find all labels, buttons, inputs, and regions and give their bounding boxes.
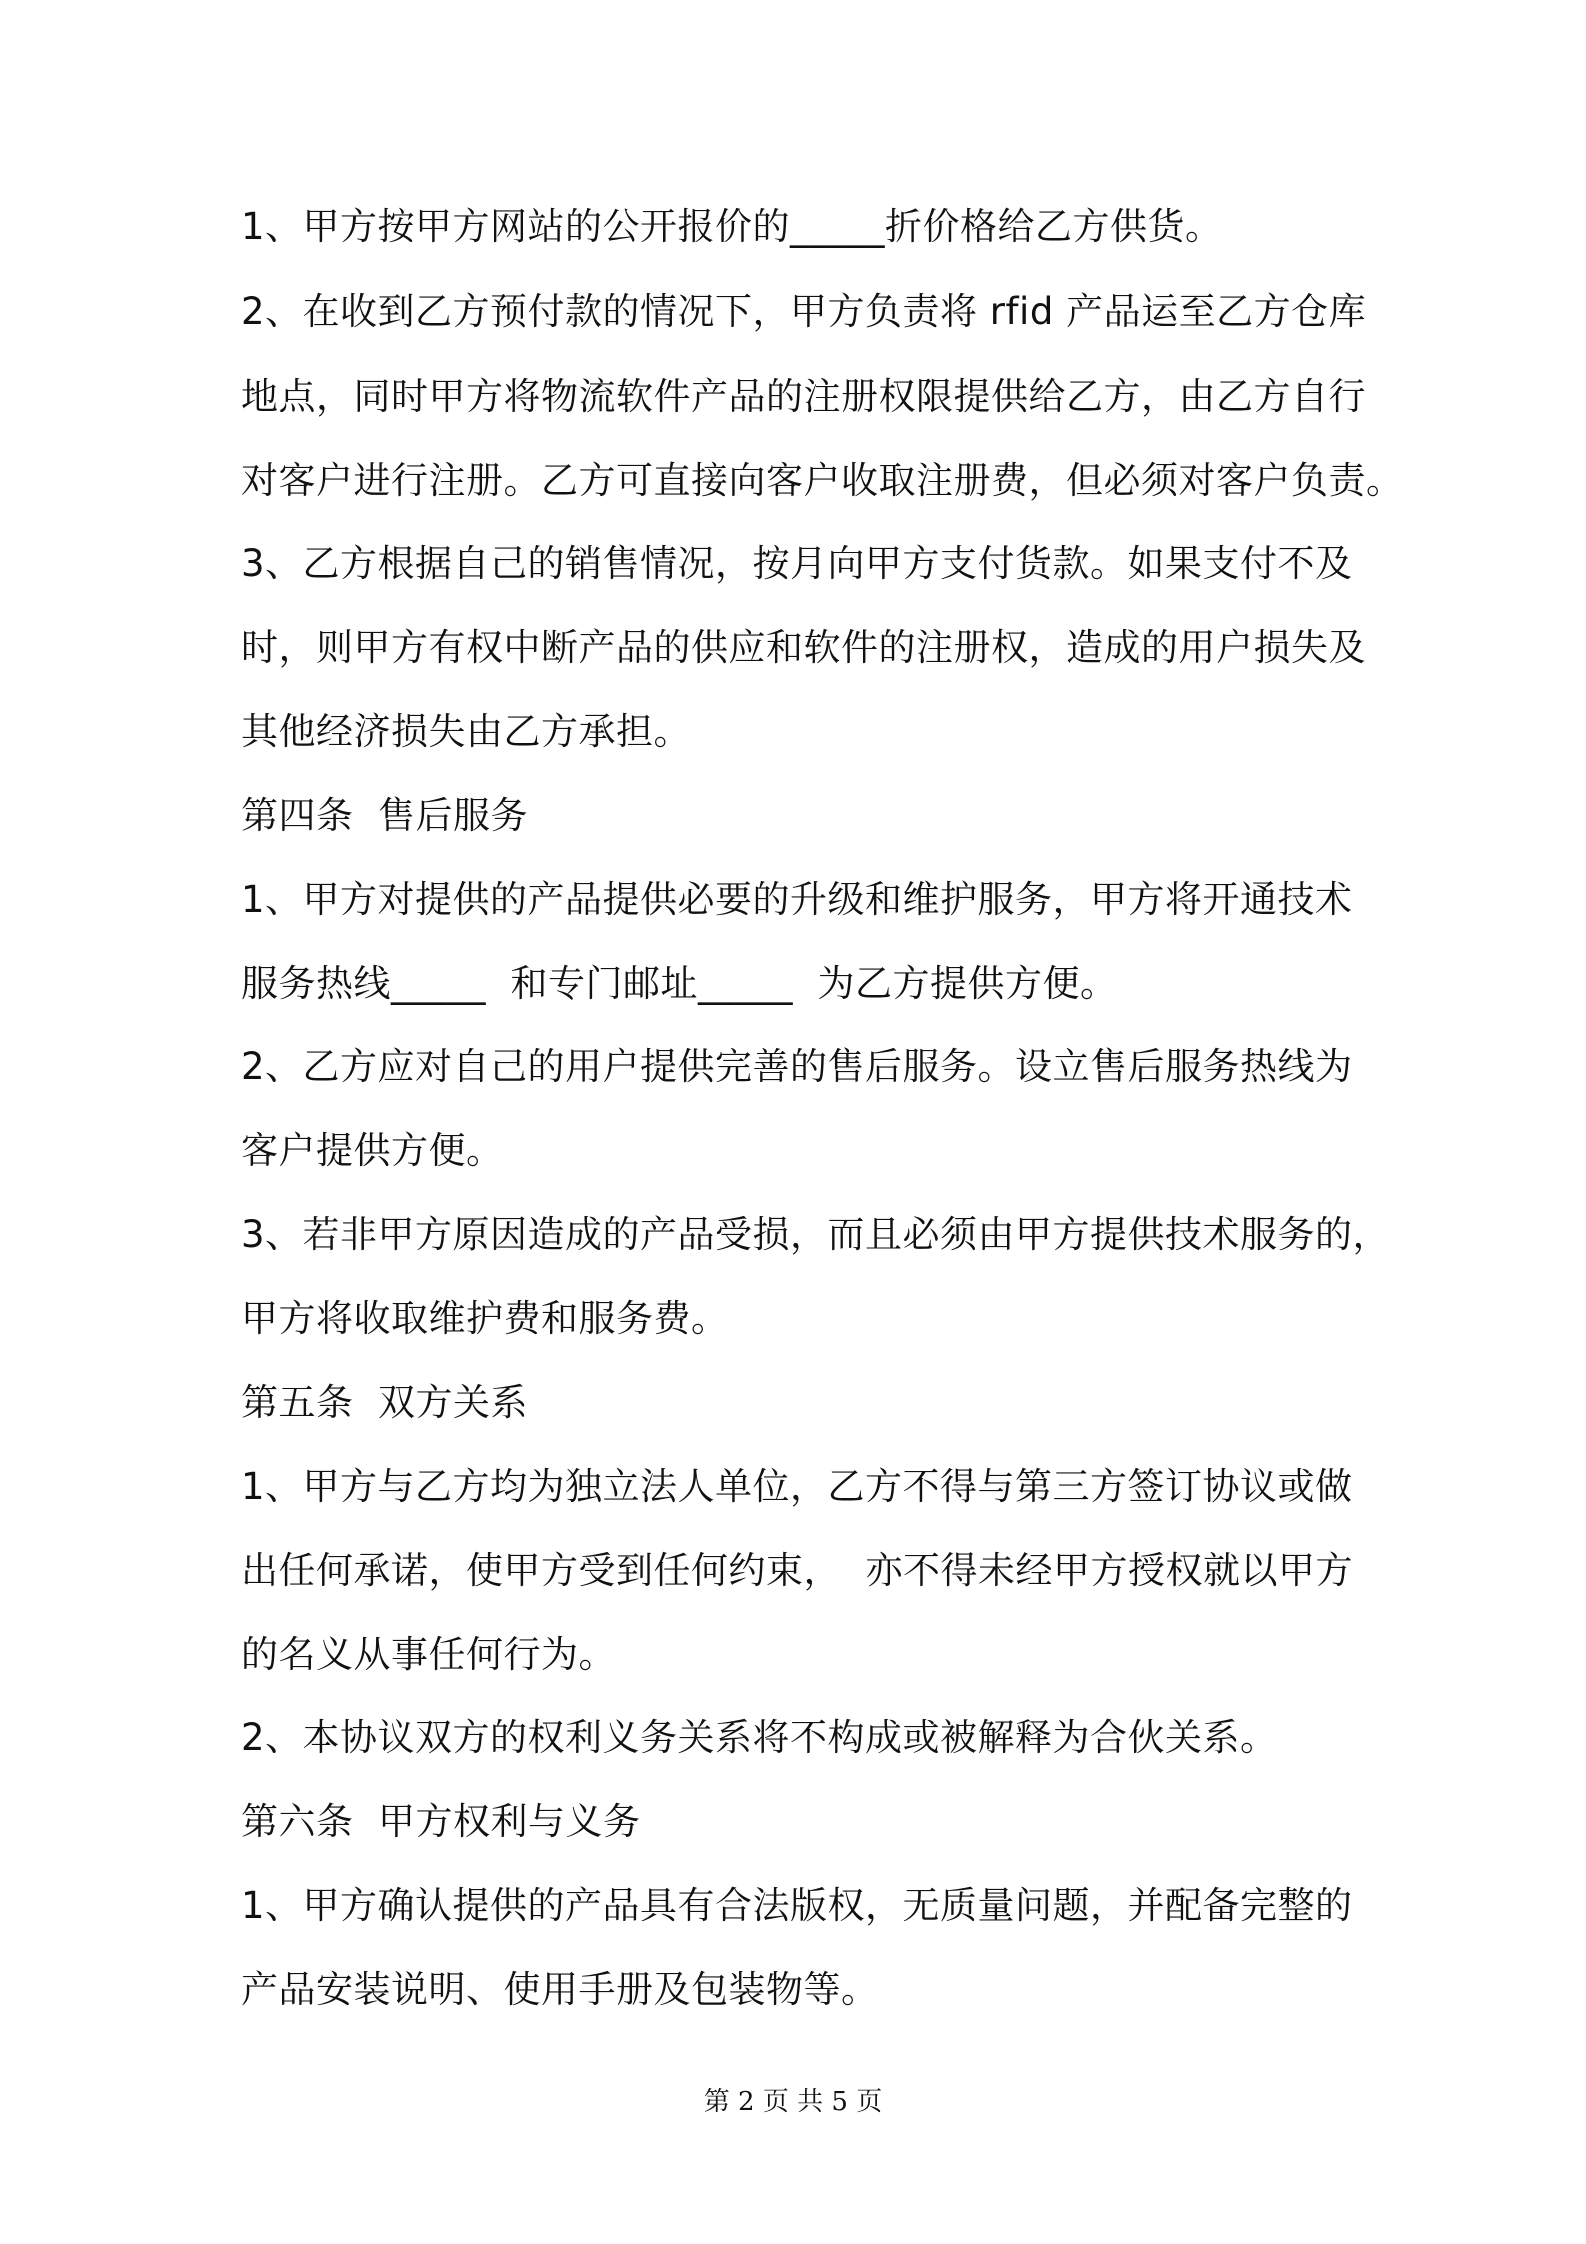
- article-4-clause-3-line-2: 甲方将收取维护费和服务费。: [241, 1297, 729, 1340]
- article-6-clause-1-line-1: 1、甲方确认提供的产品具有合法版权，无质量问题，并配备完整的: [241, 1884, 1353, 1927]
- clause-3-line-1: 3、乙方根据自己的销售情况，按月向甲方支付货款。如果支付不及: [241, 542, 1353, 585]
- article-4-clause-2-line-1: 2、乙方应对自己的用户提供完善的售后服务。设立售后服务热线为: [241, 1045, 1353, 1088]
- article-5-clause-1-line-2: 出任何承诺，使甲方受到任何约束， 亦不得未经甲方授权就以甲方: [241, 1549, 1354, 1592]
- article-5-clause-1-line-3: 的名义从事任何行为。: [241, 1633, 616, 1676]
- clause-1-line-1: 1、甲方按甲方网站的公开报价的_____折价格给乙方供货。: [241, 205, 1223, 248]
- article-4-heading: 第四条 售后服务: [241, 794, 529, 837]
- clause-2-line-1: 2、在收到乙方预付款的情况下，甲方负责将 rfid 产品运至乙方仓库: [241, 290, 1367, 333]
- article-4-clause-3-line-1: 3、若非甲方原因造成的产品受损，而且必须由甲方提供技术服务的，: [241, 1213, 1391, 1256]
- article-4-clause-2-line-2: 客户提供方便。: [241, 1129, 504, 1172]
- article-4-clause-1-line-2: 服务热线_____ 和专门邮址_____ 为乙方提供方便。: [241, 962, 1118, 1005]
- page-number-footer: 第 2 页 共 5 页: [703, 2087, 883, 2117]
- article-5-heading: 第五条 双方关系: [241, 1381, 529, 1424]
- article-4-clause-1-line-1: 1、甲方对提供的产品提供必要的升级和维护服务，甲方将开通技术: [241, 878, 1353, 921]
- clause-2-line-3: 对客户进行注册。乙方可直接向客户收取注册费，但必须对客户负责。: [241, 459, 1404, 502]
- article-5-clause-2-line-1: 2、本协议双方的权利义务关系将不构成或被解释为合伙关系。: [241, 1716, 1278, 1759]
- article-6-clause-1-line-2: 产品安装说明、使用手册及包装物等。: [241, 1968, 879, 2011]
- clause-3-line-2: 时，则甲方有权中断产品的供应和软件的注册权，造成的用户损失及: [241, 626, 1366, 669]
- article-5-clause-1-line-1: 1、甲方与乙方均为独立法人单位，乙方不得与第三方签订协议或做: [241, 1465, 1353, 1508]
- clause-3-line-3: 其他经济损失由乙方承担。: [241, 710, 691, 753]
- clause-2-line-2: 地点，同时甲方将物流软件产品的注册权限提供给乙方，由乙方自行: [241, 375, 1366, 418]
- article-6-heading: 第六条 甲方权利与义务: [241, 1800, 641, 1843]
